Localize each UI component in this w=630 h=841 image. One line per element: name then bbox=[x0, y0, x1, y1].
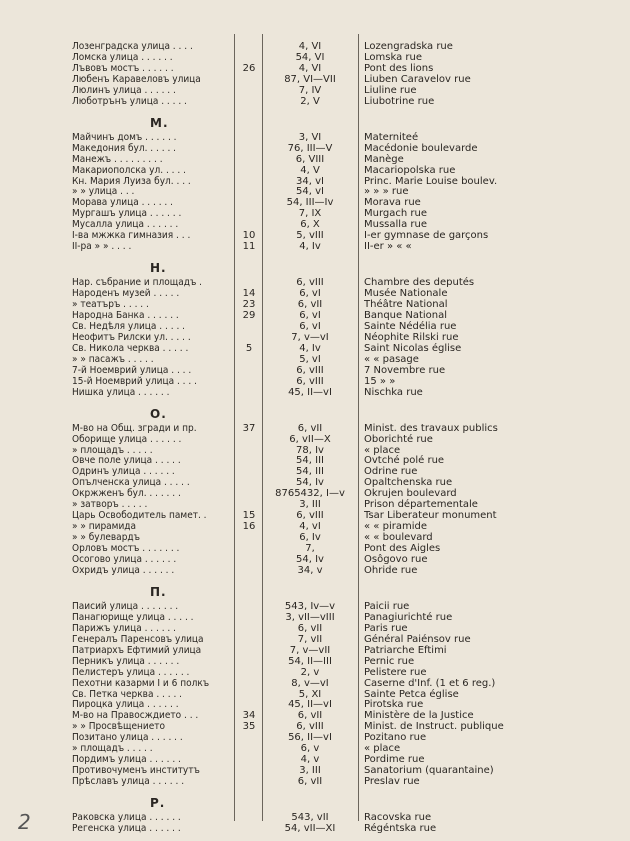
page-number: 2 bbox=[18, 810, 31, 834]
bulgarian-name: М-во на Общ. згради и пр. bbox=[72, 422, 197, 434]
bulgarian-name: Народенъ музей . . . . . bbox=[72, 288, 180, 300]
index-row bbox=[0, 376, 630, 387]
french-name: Mussalla rue bbox=[364, 219, 427, 231]
french-name: Liubotrine rue bbox=[364, 95, 435, 107]
french-name: Minist. de Instruct. publique bbox=[364, 721, 504, 733]
french-name: Ovtché polé rue bbox=[364, 455, 445, 467]
french-name: Preslav rue bbox=[364, 776, 420, 788]
bulgarian-name: Окржженъ бул. . . . . . . bbox=[72, 488, 181, 500]
grid-square: 6, vII bbox=[297, 622, 323, 634]
bulgarian-name: Охридъ улица . . . . . . bbox=[72, 564, 175, 576]
bulgarian-name: Мургашъ улица . . . . . . bbox=[72, 208, 182, 220]
french-name: Saint Nicolas église bbox=[364, 342, 462, 354]
french-name: Néophite Rilski rue bbox=[364, 331, 459, 343]
french-name: Panagiurichté rue bbox=[364, 611, 453, 623]
section-letter: М. bbox=[150, 115, 169, 130]
grid-square: 78, Iv bbox=[296, 444, 324, 456]
index-row bbox=[0, 565, 630, 576]
french-name: Minist. des travaux publics bbox=[364, 422, 498, 434]
index-row bbox=[0, 765, 630, 776]
french-name: Liuline rue bbox=[364, 84, 417, 96]
index-row bbox=[0, 365, 630, 376]
grid-square: 54, III bbox=[296, 455, 324, 467]
grid-square: 6, vII—X bbox=[289, 433, 331, 445]
bulgarian-name: » площадъ . . . . . bbox=[72, 743, 153, 755]
index-row bbox=[0, 532, 630, 543]
bulgarian-name: Перникъ улица . . . . . . bbox=[72, 655, 180, 667]
map-number: 5 bbox=[245, 342, 253, 354]
grid-square: 45, II—vI bbox=[288, 699, 332, 711]
index-row bbox=[0, 241, 630, 252]
french-name: Pozitano rue bbox=[364, 732, 427, 744]
index-row bbox=[0, 299, 630, 310]
french-name: Osôgovo rue bbox=[364, 554, 428, 565]
index-row bbox=[0, 776, 630, 787]
index-row bbox=[0, 667, 630, 678]
bulgarian-name: Оборище улица . . . . . . bbox=[72, 433, 182, 445]
index-row bbox=[0, 823, 630, 834]
index-row bbox=[0, 41, 630, 52]
section-letter: П. bbox=[150, 584, 167, 599]
index-row bbox=[0, 230, 630, 241]
grid-square: 3, III bbox=[299, 765, 321, 777]
map-number: 10 bbox=[242, 230, 256, 242]
grid-square: 45, II—vI bbox=[288, 386, 332, 398]
grid-square: 7, v—vI bbox=[291, 331, 329, 343]
french-name: Lomska rue bbox=[364, 51, 422, 63]
grid-square: 543, vII bbox=[291, 812, 329, 824]
grid-square: 8, v—vI bbox=[291, 677, 329, 689]
bulgarian-name: Панагюрище улица . . . . . bbox=[72, 611, 194, 623]
bulgarian-name: Нар. събрание и площадъ . bbox=[72, 277, 203, 289]
grid-square: 6, vIII bbox=[296, 277, 324, 289]
bulgarian-name: Кн. Мария Луиза бул. . . . bbox=[72, 175, 191, 187]
french-name: Princ. Marie Louise boulev. bbox=[364, 175, 498, 187]
map-number: 26 bbox=[242, 62, 256, 74]
bulgarian-name: Пироцка улица . . . . . . bbox=[72, 699, 179, 711]
grid-square: 6, vIII bbox=[296, 510, 324, 522]
french-name: Racovska rue bbox=[364, 812, 432, 824]
index-row bbox=[0, 732, 630, 743]
index-row bbox=[0, 477, 630, 488]
french-name: Chambre des deputés bbox=[364, 277, 475, 289]
french-name: Musée Nationale bbox=[364, 288, 448, 300]
bulgarian-name: Регенска улица . . . . . . bbox=[72, 823, 181, 834]
index-row bbox=[0, 52, 630, 63]
bulgarian-name: Люлинъ улица . . . . . . bbox=[72, 84, 176, 96]
french-name: 7 Novembre rue bbox=[364, 364, 446, 376]
map-number: 34 bbox=[242, 710, 256, 722]
index-row bbox=[0, 332, 630, 343]
french-name: Paris rue bbox=[364, 622, 408, 634]
grid-square: 6, Iv bbox=[299, 532, 321, 544]
grid-square: 87, VI—VII bbox=[284, 73, 336, 85]
index-row bbox=[0, 96, 630, 107]
index-row bbox=[0, 499, 630, 510]
section-letter: О. bbox=[150, 406, 167, 421]
grid-square: 54, vI bbox=[296, 186, 324, 198]
french-name: Pirotska rue bbox=[364, 699, 424, 711]
french-name: Macédonie boulevarde bbox=[364, 142, 478, 154]
grid-square: 54, Iv bbox=[296, 554, 324, 565]
grid-square: 54, III bbox=[296, 466, 324, 478]
index-row bbox=[0, 521, 630, 532]
index-row bbox=[0, 63, 630, 74]
bulgarian-name: Народна Банка . . . . . . bbox=[72, 310, 179, 321]
index-row bbox=[0, 277, 630, 288]
bulgarian-name: 7-й Ноемврий улица . . . . bbox=[72, 364, 192, 376]
index-row bbox=[0, 634, 630, 645]
french-name: Général Paiénsov rue bbox=[364, 633, 471, 645]
french-name: Murgach rue bbox=[364, 208, 427, 220]
index-row bbox=[0, 343, 630, 354]
bulgarian-name: Противочуменъ институтъ bbox=[72, 765, 200, 777]
index-row bbox=[0, 85, 630, 96]
grid-square: 6, vII bbox=[297, 299, 323, 311]
grid-square: 4, VI bbox=[298, 62, 322, 74]
map-number: 15 bbox=[242, 510, 256, 522]
french-name: Oborichté rue bbox=[364, 433, 433, 445]
french-name: « « pasage bbox=[364, 353, 419, 365]
french-name: Sainte Nédélia rue bbox=[364, 320, 457, 332]
french-name: Okrujen boulevard bbox=[364, 488, 457, 500]
grid-square: 6, vII bbox=[297, 710, 323, 722]
grid-square: 7, IX bbox=[298, 208, 322, 220]
french-name: Pordime rue bbox=[364, 754, 425, 766]
french-name: « « boulevard bbox=[364, 532, 433, 544]
bulgarian-name: Опълченска улица . . . . . bbox=[72, 477, 190, 489]
french-name: Paicii rue bbox=[364, 600, 410, 612]
french-name: Ohride rue bbox=[364, 564, 418, 576]
bulgarian-name: Пехотни казарми I и 6 полкъ bbox=[72, 677, 210, 689]
grid-square: 6, vIII bbox=[296, 721, 324, 733]
bulgarian-name: II-ра » » . . . . bbox=[72, 241, 132, 253]
bulgarian-name: I-ва мжжка гимназия . . . bbox=[72, 230, 191, 242]
grid-square: 6, vIII bbox=[296, 364, 324, 376]
french-name: Régéntska rue bbox=[364, 823, 437, 834]
bulgarian-name: Генералъ Паренсовъ улица bbox=[72, 633, 204, 645]
grid-square: 2, v bbox=[300, 666, 320, 678]
index-row bbox=[0, 423, 630, 434]
grid-square: 4, vI bbox=[299, 521, 321, 533]
grid-square: 6, vIII bbox=[296, 375, 324, 387]
bulgarian-name: Позитано улица . . . . . . bbox=[72, 732, 183, 744]
bulgarian-name: » » улица . . . bbox=[72, 186, 135, 198]
bulgarian-name: Любенъ Каравеловъ улица bbox=[72, 73, 201, 85]
french-name: Pont des Aigles bbox=[364, 543, 441, 555]
index-row bbox=[0, 812, 630, 823]
grid-square: 6, X bbox=[300, 219, 320, 231]
french-name: II-er » « « bbox=[364, 241, 412, 253]
bulgarian-name: Пордимъ улица . . . . . . bbox=[72, 754, 181, 766]
grid-square: 3, VI bbox=[298, 131, 322, 143]
index-row bbox=[0, 554, 630, 565]
bulgarian-name: Люботрънъ улица . . . . . bbox=[72, 95, 187, 107]
grid-square: 54, VI bbox=[295, 51, 325, 63]
bulgarian-name: Овче поле улица . . . . . bbox=[72, 455, 181, 467]
bulgarian-name: Макариополска ул. . . . . bbox=[72, 164, 186, 176]
bulgarian-name: Парижъ улица . . . . . . bbox=[72, 622, 176, 634]
french-name: « place bbox=[364, 444, 401, 456]
index-row bbox=[0, 74, 630, 85]
bulgarian-name: Неофитъ Рилски ул. . . . . bbox=[72, 331, 191, 343]
map-number: 16 bbox=[242, 521, 256, 533]
grid-square: 7, IV bbox=[298, 84, 322, 96]
index-row bbox=[0, 721, 630, 732]
french-name: Caserne d'Inf. (1 et 6 reg.) bbox=[364, 677, 496, 689]
section-letter: Н. bbox=[150, 261, 167, 276]
map-number: 23 bbox=[242, 299, 256, 311]
french-name: Banque National bbox=[364, 310, 448, 321]
french-name: Prison départementale bbox=[364, 499, 478, 511]
index-row bbox=[0, 543, 630, 554]
grid-square: 543, Iv—v bbox=[284, 600, 336, 612]
french-name: Morava rue bbox=[364, 197, 421, 209]
bulgarian-name: » » Просвѣщението bbox=[72, 721, 166, 733]
grid-square: 4, Iv bbox=[299, 241, 321, 253]
bulgarian-name: Манежъ . . . . . . . . . bbox=[72, 153, 163, 165]
bulgarian-name: Орловъ мостъ . . . . . . . bbox=[72, 543, 180, 555]
bulgarian-name: Майчинъ домъ . . . . . . bbox=[72, 131, 177, 143]
bulgarian-name: Пелистеръ улица . . . . . . bbox=[72, 666, 190, 678]
map-number: 37 bbox=[242, 422, 256, 434]
index-row bbox=[0, 208, 630, 219]
french-name: Pont des lions bbox=[364, 62, 434, 74]
grid-square: 5, vIII bbox=[296, 230, 324, 242]
map-number: 35 bbox=[242, 721, 256, 733]
bulgarian-name: Нишка улица . . . . . . bbox=[72, 386, 170, 398]
index-row bbox=[0, 186, 630, 197]
grid-square: 34, vI bbox=[296, 175, 324, 187]
grid-square: 5, vI bbox=[299, 353, 321, 365]
index-row bbox=[0, 699, 630, 710]
french-name: » » » rue bbox=[364, 186, 409, 198]
grid-square: 7, v—vII bbox=[289, 644, 331, 656]
bulgarian-name: Св. Недѣля улица . . . . . bbox=[72, 320, 186, 332]
french-name: Lozengradska rue bbox=[364, 41, 453, 52]
map-number: 11 bbox=[242, 241, 256, 253]
bulgarian-name: » » пирамида bbox=[72, 521, 137, 533]
index-row bbox=[0, 656, 630, 667]
index-row bbox=[0, 434, 630, 445]
french-name: Pernic rue bbox=[364, 655, 415, 667]
index-row bbox=[0, 754, 630, 765]
grid-square: 6, vI bbox=[299, 320, 321, 332]
index-row bbox=[0, 623, 630, 634]
grid-square: 2, V bbox=[300, 95, 320, 107]
bulgarian-name: Св. Петка черква . . . . . bbox=[72, 688, 183, 700]
grid-square: 5, XI bbox=[298, 688, 322, 700]
index-row bbox=[0, 197, 630, 208]
french-name: Liuben Caravelov rue bbox=[364, 73, 471, 85]
grid-square: 7, bbox=[305, 543, 315, 555]
grid-square: 8765432, I—v bbox=[275, 488, 345, 500]
index-row bbox=[0, 601, 630, 612]
french-name: Pelistere rue bbox=[364, 666, 427, 678]
index-row bbox=[0, 710, 630, 721]
french-name: Patriarche Eftimi bbox=[364, 644, 447, 656]
bulgarian-name: Паисий улица . . . . . . . bbox=[72, 600, 179, 612]
index-row bbox=[0, 310, 630, 321]
index-row bbox=[0, 154, 630, 165]
index-row bbox=[0, 743, 630, 754]
grid-square: 54, III—Iv bbox=[286, 197, 334, 209]
bulgarian-name: Прѣславъ улица . . . . . . bbox=[72, 776, 185, 788]
index-row bbox=[0, 678, 630, 689]
french-name: Théâtre National bbox=[364, 299, 448, 311]
grid-square: 6, vI bbox=[299, 310, 321, 321]
grid-square: 6, vII bbox=[297, 776, 323, 788]
index-row bbox=[0, 645, 630, 656]
bulgarian-name: Лозенградска улица . . . . bbox=[72, 41, 193, 52]
grid-square: 3, III bbox=[299, 499, 321, 511]
bulgarian-name: » театъръ . . . . . bbox=[72, 299, 149, 311]
grid-square: 4, V bbox=[300, 164, 320, 176]
index-row bbox=[0, 165, 630, 176]
grid-square: 56, II—vI bbox=[288, 732, 332, 744]
bulgarian-name: Св. Никола черква . . . . . bbox=[72, 342, 189, 354]
french-name: Macariopolska rue bbox=[364, 164, 456, 176]
french-name: Nischka rue bbox=[364, 386, 423, 398]
french-name: Manège bbox=[364, 153, 404, 165]
grid-square: 54, Iv bbox=[296, 477, 324, 489]
bulgarian-name: М-во на Правосждието . . . bbox=[72, 710, 199, 722]
index-row bbox=[0, 321, 630, 332]
grid-square: 6, vII bbox=[297, 422, 323, 434]
bulgarian-name: Раковска улица . . . . . . bbox=[72, 812, 181, 824]
bulgarian-name: Патриархъ Ефтимий улица bbox=[72, 644, 202, 656]
index-row bbox=[0, 219, 630, 230]
index-row bbox=[0, 387, 630, 398]
french-name: Ministère de la Justice bbox=[364, 710, 474, 722]
index-row bbox=[0, 132, 630, 143]
bulgarian-name: Македония бул. . . . . . bbox=[72, 142, 177, 154]
bulgarian-name: Лъвовъ мостъ . . . . . . bbox=[72, 62, 174, 74]
index-row bbox=[0, 143, 630, 154]
bulgarian-name: Мусалла улица . . . . . . bbox=[72, 219, 179, 231]
grid-square: 34, v bbox=[297, 564, 323, 576]
bulgarian-name: Одринъ улица . . . . . . bbox=[72, 466, 175, 478]
grid-square: 54, II—III bbox=[288, 655, 332, 667]
index-row bbox=[0, 288, 630, 299]
grid-square: 4, v bbox=[300, 754, 320, 766]
index-row bbox=[0, 510, 630, 521]
bulgarian-name: » » пасажъ . . . . . bbox=[72, 353, 154, 365]
grid-square: 76, III—V bbox=[287, 142, 333, 154]
grid-square: 4, VI bbox=[298, 41, 322, 52]
index-row bbox=[0, 488, 630, 499]
bulgarian-name: Осогово улица . . . . . . bbox=[72, 554, 177, 565]
bulgarian-name: 15-й Ноемврий улица . . . . bbox=[72, 375, 197, 387]
index-row bbox=[0, 354, 630, 365]
index-row bbox=[0, 176, 630, 187]
grid-square: 6, VIII bbox=[295, 153, 325, 165]
index-row bbox=[0, 445, 630, 456]
french-name: « place bbox=[364, 743, 401, 755]
grid-square: 54, vII—XI bbox=[284, 823, 336, 834]
bulgarian-name: » » булевардъ bbox=[72, 532, 140, 544]
french-name: Opaltchenska rue bbox=[364, 477, 453, 489]
grid-square: 7, vII bbox=[297, 633, 323, 645]
french-name: Materniteé bbox=[364, 131, 419, 143]
grid-square: 4, Iv bbox=[299, 342, 321, 354]
grid-square: 6, v bbox=[300, 743, 320, 755]
map-number: 29 bbox=[242, 310, 256, 321]
french-name: Sainte Petca église bbox=[364, 688, 459, 700]
french-name: Tsar Liberateur monument bbox=[364, 510, 497, 522]
french-name: I-er gymnase de garçons bbox=[364, 230, 489, 242]
bulgarian-name: Ломска улица . . . . . . bbox=[72, 51, 173, 63]
bulgarian-name: Морава улица . . . . . . bbox=[72, 197, 173, 209]
french-name: Odrine rue bbox=[364, 466, 418, 478]
bulgarian-name: » затворъ . . . . . bbox=[72, 499, 148, 511]
index-row bbox=[0, 689, 630, 700]
french-name: Sanatorium (quarantaine) bbox=[364, 765, 494, 777]
map-number: 14 bbox=[242, 288, 256, 300]
grid-square: 6, vI bbox=[299, 288, 321, 300]
bulgarian-name: Царь Освободитель памет. . bbox=[72, 510, 207, 522]
french-name: « « piramide bbox=[364, 521, 427, 533]
index-row bbox=[0, 612, 630, 623]
bulgarian-name: » площадъ . . . . . bbox=[72, 444, 153, 456]
index-row bbox=[0, 466, 630, 477]
section-letter: Р. bbox=[150, 796, 166, 811]
grid-square: 3, vII—vIII bbox=[285, 611, 335, 623]
french-name: 15 » » bbox=[364, 375, 396, 387]
index-row bbox=[0, 455, 630, 466]
